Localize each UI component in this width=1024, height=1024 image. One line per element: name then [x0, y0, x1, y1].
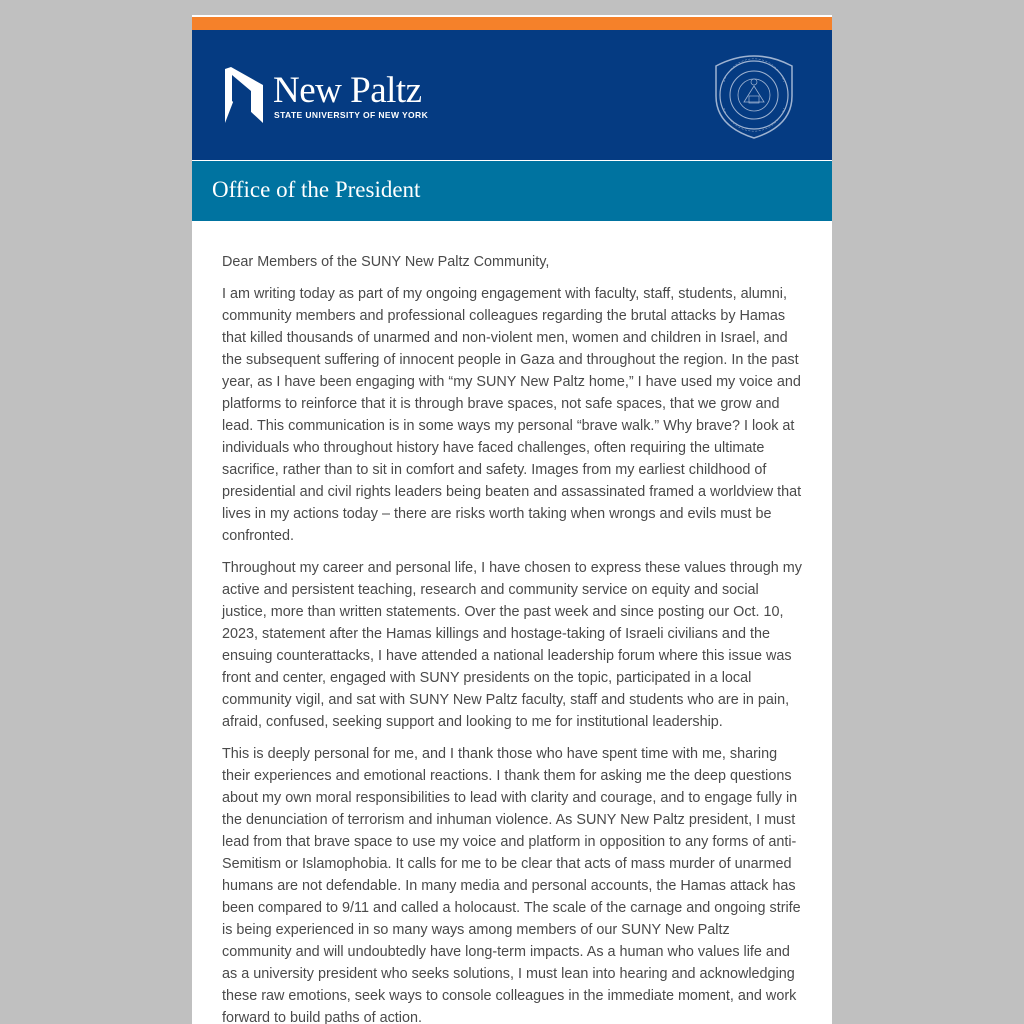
- brand-subtitle: STATE UNIVERSITY OF NEW YORK: [274, 110, 429, 120]
- new-paltz-logo-mark-icon: [225, 67, 263, 123]
- accent-bar: [192, 15, 832, 30]
- university-seal-icon: [710, 52, 798, 140]
- letter-paragraph: Throughout my career and personal life, I have chosen to express these values through my active and persistent teaching, research and community service on equity and social justice, more than written statements. Over the past week and since posting our Oct. 10, 2023, statement after the Hamas killings and hostage-taking of Israeli civilians and the ensuing counterattacks, I have attended a national leadership forum where this issue was front and center, engaged with SUNY presidents on the topic, participated in a local community vigil, and sat with SUNY New Paltz faculty, staff and students who are in pain, afraid, confused, seeking support and looking to me for institutional leadership.: [222, 560, 802, 730]
- brand-name: New Paltz: [273, 70, 422, 111]
- letter-paragraph: This is deeply personal for me, and I thank those who have spent time with me, sharing their experiences and emotional reactions. I thank them for asking me the deep questions about my own moral responsibilities to lead with clarity and courage, and to engage fully in the denunciation of terrorism and inhuman violence. As SUNY New Paltz president, I must lead from that brave space to use my voice and platform in opposition to any forms of anti-Semitism or Islamophobia. It calls for me to be clear that acts of mass murder of unarmed humans are not defendable. In many media and personal accounts, the Hamas attack has been compared to 9/11 and called a holocaust. The scale of the carnage and ongoing strife is being experienced in so many ways among members of our SUNY New Paltz community and will undoubtedly have long-term impacts. As a human who values life and as a university president who seeks solutions, I must lean into hearing and acknowledging these raw emotions, seek ways to console colleagues in the immediate moment, and work forward to build paths of action.: [222, 746, 801, 1024]
- letter-paragraph: I am writing today as part of my ongoing engagement with faculty, staff, students, alumni, community members and professional colleagues regarding the brutal attacks by Hamas that killed thousands of unarmed and non-violent men, women and children in Israel, and the subsequent suffering of innocent people in Gaza and throughout the region. In the past year, as I have been engaging with “my SUNY New Paltz home,” I have used my voice and platforms to reinforce that it is through brave spaces, not safe spaces, that we grow and lead. This communication is in some ways my personal “brave walk.” Why brave? I look at individuals who throughout history have faced challenges, often requiring the ultimate sacrifice, rather than to sit in comfort and safety. Images from my earliest childhood of presidential and civil rights leaders being beaten and assassinated framed a worldview that lives in my actions today – there are risks worth taking when wrongs and evils must be confronted.: [222, 286, 802, 544]
- email-header: [192, 30, 832, 161]
- office-title: Office of the President: [212, 177, 421, 202]
- letter-body: [192, 221, 832, 1024]
- letter-greeting: Dear Members of the SUNY New Paltz Community,: [222, 254, 550, 270]
- email-container: [192, 15, 832, 1024]
- office-title-band: [192, 161, 832, 221]
